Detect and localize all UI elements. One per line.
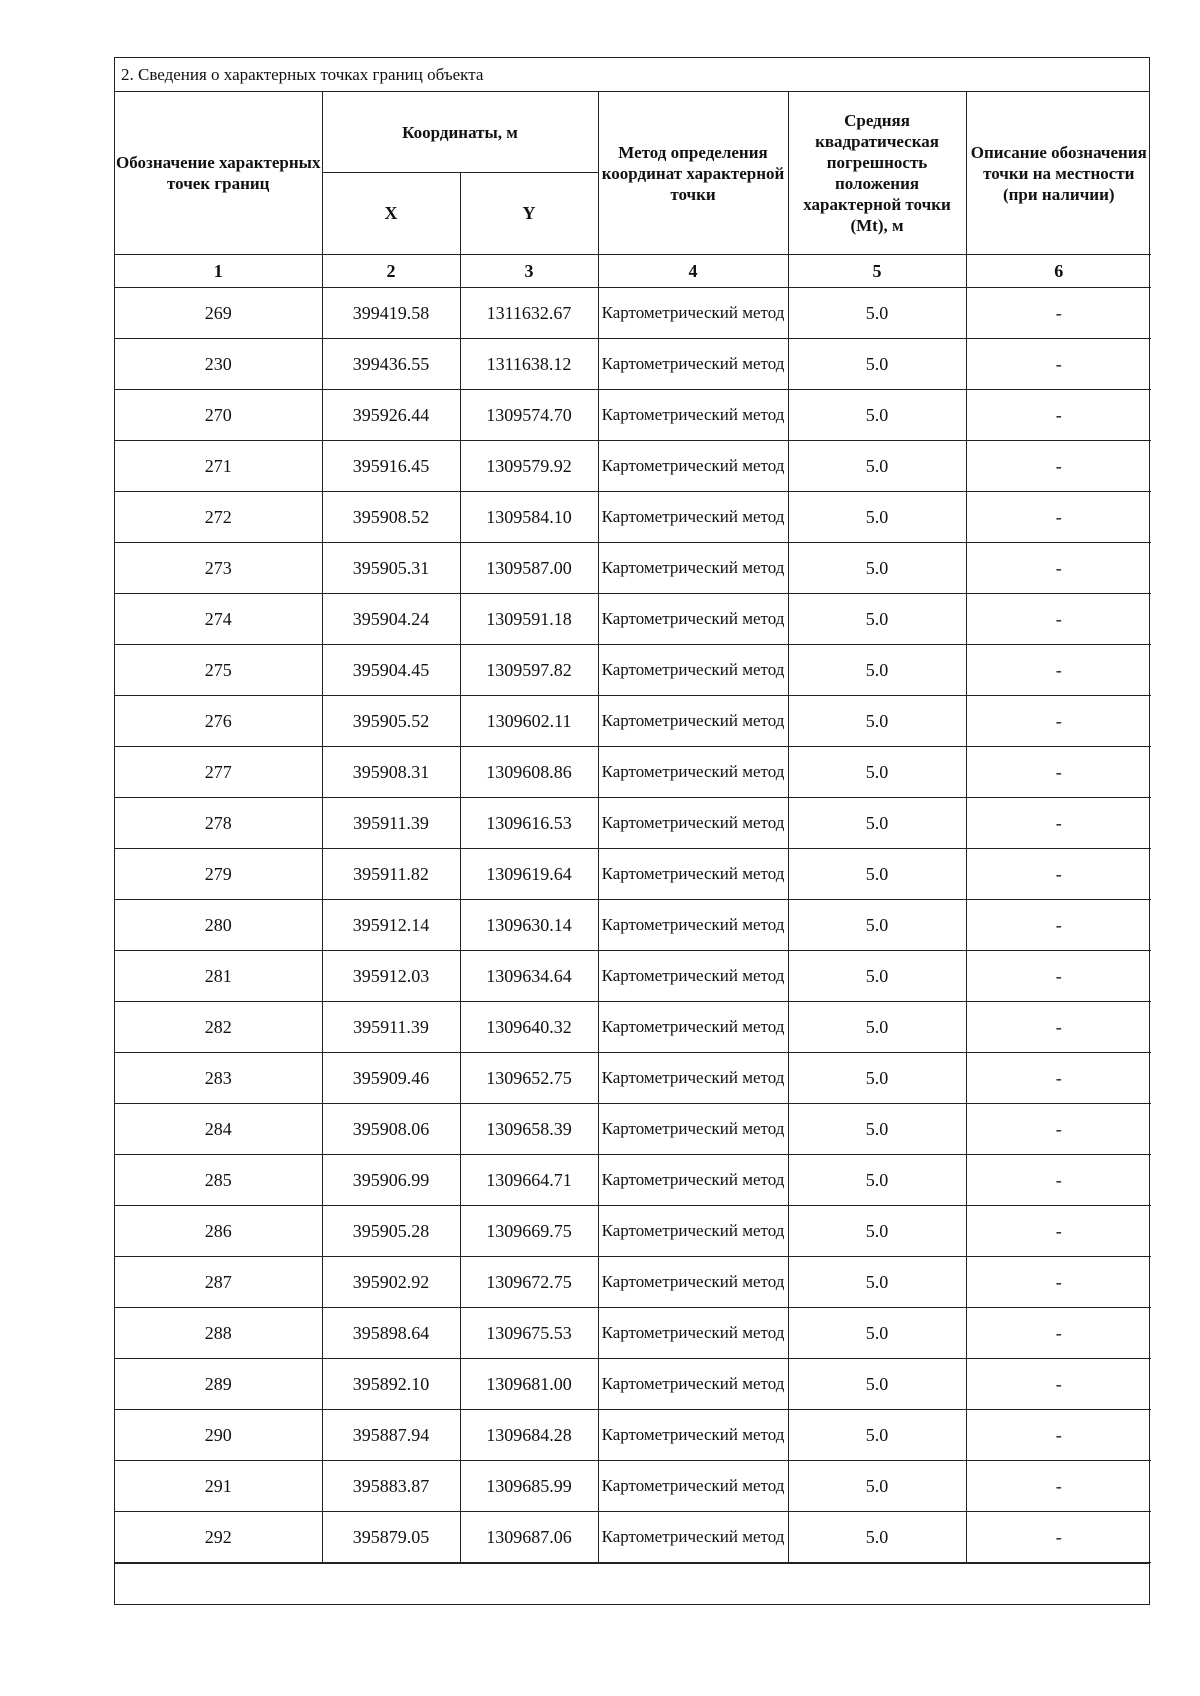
point-id-cell: 273 (115, 543, 322, 594)
x-coordinate-cell: 395912.03 (322, 951, 460, 1002)
y-coordinate-cell: 1309669.75 (460, 1206, 598, 1257)
x-coordinate-cell: 395908.31 (322, 747, 460, 798)
y-coordinate-cell: 1309664.71 (460, 1155, 598, 1206)
table-row (115, 951, 1151, 1002)
y-coordinate-cell: 1309602.11 (460, 696, 598, 747)
x-coordinate-cell: 395905.28 (322, 1206, 460, 1257)
point-id-cell: 276 (115, 696, 322, 747)
method-cell (598, 1257, 788, 1308)
table-row (115, 1461, 1151, 1512)
point-id-cell: 230 (115, 339, 322, 390)
x-coordinate-cell: 395905.31 (322, 543, 460, 594)
method-text: Картометрический метод (601, 303, 785, 322)
description-cell: - (966, 288, 1151, 339)
header-method: Метод определения координат характерной точки (598, 92, 788, 255)
description-cell: - (966, 594, 1151, 645)
y-coordinate-cell: 1309591.18 (460, 594, 598, 645)
table-row (115, 1308, 1151, 1359)
method-text: Картометрический метод (601, 354, 785, 373)
description-cell: - (966, 645, 1151, 696)
x-coordinate-cell: 395916.45 (322, 441, 460, 492)
column-number: 3 (460, 255, 598, 288)
mt-error-cell: 5.0 (788, 288, 966, 339)
method-text: Картометрический метод (601, 813, 785, 832)
method-cell (598, 1359, 788, 1410)
mt-error-cell: 5.0 (788, 747, 966, 798)
description-cell: - (966, 1359, 1151, 1410)
table-row (115, 543, 1151, 594)
header-error: Средняя квадратическая погрешность положения характерной точки (Mt), м (788, 92, 966, 255)
y-coordinate-cell: 1309681.00 (460, 1359, 598, 1410)
mt-error-cell: 5.0 (788, 1512, 966, 1563)
y-coordinate-cell: 1309652.75 (460, 1053, 598, 1104)
mt-error-cell: 5.0 (788, 492, 966, 543)
point-id-cell: 292 (115, 1512, 322, 1563)
method-cell (598, 951, 788, 1002)
method-cell (598, 696, 788, 747)
table-row (115, 798, 1151, 849)
table-row (115, 1410, 1151, 1461)
x-coordinate-cell: 395911.39 (322, 798, 460, 849)
point-id-cell: 271 (115, 441, 322, 492)
table-row (115, 1155, 1151, 1206)
method-text: Картометрический метод (601, 1221, 785, 1240)
method-cell (598, 1155, 788, 1206)
column-number: 4 (598, 255, 788, 288)
description-cell: - (966, 900, 1151, 951)
method-text: Картометрический метод (601, 915, 785, 934)
mt-error-cell: 5.0 (788, 696, 966, 747)
y-coordinate-cell: 1309587.00 (460, 543, 598, 594)
method-text: Картометрический метод (601, 507, 785, 526)
description-cell: - (966, 390, 1151, 441)
method-text: Картометрический метод (601, 1374, 785, 1393)
mt-error-cell: 5.0 (788, 1155, 966, 1206)
table-row (115, 1206, 1151, 1257)
mt-error-cell: 5.0 (788, 1308, 966, 1359)
table-row (115, 696, 1151, 747)
description-cell: - (966, 1155, 1151, 1206)
method-cell (598, 339, 788, 390)
method-text: Картометрический метод (601, 558, 785, 577)
method-cell (598, 390, 788, 441)
section-title: 2. Сведения о характерных точках границ объекта (115, 58, 1149, 92)
y-coordinate-cell: 1311638.12 (460, 339, 598, 390)
mt-error-cell: 5.0 (788, 1359, 966, 1410)
mt-error-cell: 5.0 (788, 1053, 966, 1104)
x-coordinate-cell: 395904.24 (322, 594, 460, 645)
x-coordinate-cell: 395883.87 (322, 1461, 460, 1512)
table-row (115, 747, 1151, 798)
point-id-cell: 277 (115, 747, 322, 798)
method-text: Картометрический метод (601, 966, 785, 985)
y-coordinate-cell: 1309658.39 (460, 1104, 598, 1155)
method-cell (598, 1104, 788, 1155)
mt-error-cell: 5.0 (788, 339, 966, 390)
method-text: Картометрический метод (601, 864, 785, 883)
mt-error-cell: 5.0 (788, 543, 966, 594)
method-cell (598, 849, 788, 900)
method-cell (598, 1308, 788, 1359)
description-cell: - (966, 1257, 1151, 1308)
table-row (115, 288, 1151, 339)
x-coordinate-cell: 395906.99 (322, 1155, 460, 1206)
table-row (115, 492, 1151, 543)
y-coordinate-cell: 1309619.64 (460, 849, 598, 900)
x-coordinate-cell: 395904.45 (322, 645, 460, 696)
header-description: Описание обозначения точки на местности (при наличии) (966, 92, 1151, 255)
mt-error-cell: 5.0 (788, 594, 966, 645)
method-cell (598, 288, 788, 339)
mt-error-cell: 5.0 (788, 645, 966, 696)
description-cell: - (966, 1002, 1151, 1053)
x-coordinate-cell: 395892.10 (322, 1359, 460, 1410)
x-coordinate-cell: 399436.55 (322, 339, 460, 390)
description-cell: - (966, 747, 1151, 798)
table-row (115, 1359, 1151, 1410)
x-coordinate-cell: 395879.05 (322, 1512, 460, 1563)
mt-error-cell: 5.0 (788, 1461, 966, 1512)
method-cell (598, 1002, 788, 1053)
method-text: Картометрический метод (601, 711, 785, 730)
y-coordinate-cell: 1309630.14 (460, 900, 598, 951)
x-coordinate-cell: 395908.06 (322, 1104, 460, 1155)
table-row (115, 1512, 1151, 1563)
header-x: X (322, 173, 460, 255)
table-row (115, 1257, 1151, 1308)
method-cell (598, 594, 788, 645)
point-id-cell: 272 (115, 492, 322, 543)
x-coordinate-cell: 395902.92 (322, 1257, 460, 1308)
point-id-cell: 280 (115, 900, 322, 951)
description-cell: - (966, 1308, 1151, 1359)
x-coordinate-cell: 395887.94 (322, 1410, 460, 1461)
table-row (115, 441, 1151, 492)
column-number: 1 (115, 255, 322, 288)
method-text: Картометрический метод (601, 1068, 785, 1087)
point-id-cell: 287 (115, 1257, 322, 1308)
method-cell (598, 1206, 788, 1257)
method-cell (598, 1461, 788, 1512)
description-cell: - (966, 798, 1151, 849)
method-cell (598, 900, 788, 951)
table-row (115, 390, 1151, 441)
x-coordinate-cell: 395905.52 (322, 696, 460, 747)
table-row (115, 1104, 1151, 1155)
mt-error-cell: 5.0 (788, 441, 966, 492)
mt-error-cell: 5.0 (788, 1206, 966, 1257)
header-y: Y (460, 173, 598, 255)
x-coordinate-cell: 395909.46 (322, 1053, 460, 1104)
method-cell (598, 1410, 788, 1461)
y-coordinate-cell: 1309574.70 (460, 390, 598, 441)
header-coordinates: Координаты, м (322, 92, 598, 173)
point-id-cell: 285 (115, 1155, 322, 1206)
y-coordinate-cell: 1309608.86 (460, 747, 598, 798)
y-coordinate-cell: 1311632.67 (460, 288, 598, 339)
mt-error-cell: 5.0 (788, 900, 966, 951)
header-designation: Обозначение характерных точек границ (115, 92, 322, 255)
table-row (115, 339, 1151, 390)
method-text: Картометрический метод (601, 1425, 785, 1444)
method-text: Картометрический метод (601, 1017, 785, 1036)
y-coordinate-cell: 1309672.75 (460, 1257, 598, 1308)
point-id-cell: 278 (115, 798, 322, 849)
description-cell: - (966, 1104, 1151, 1155)
x-coordinate-cell: 395898.64 (322, 1308, 460, 1359)
y-coordinate-cell: 1309584.10 (460, 492, 598, 543)
method-text: Картометрический метод (601, 1119, 785, 1138)
point-id-cell: 279 (115, 849, 322, 900)
y-coordinate-cell: 1309579.92 (460, 441, 598, 492)
table-row (115, 645, 1151, 696)
table-body (115, 288, 1151, 1563)
description-cell: - (966, 849, 1151, 900)
column-number: 5 (788, 255, 966, 288)
point-id-cell: 281 (115, 951, 322, 1002)
point-id-cell: 290 (115, 1410, 322, 1461)
method-text: Картометрический метод (601, 609, 785, 628)
y-coordinate-cell: 1309675.53 (460, 1308, 598, 1359)
point-id-cell: 270 (115, 390, 322, 441)
x-coordinate-cell: 399419.58 (322, 288, 460, 339)
method-cell (598, 492, 788, 543)
table-header (115, 92, 1151, 288)
mt-error-cell: 5.0 (788, 849, 966, 900)
method-cell (598, 1512, 788, 1563)
document-page (114, 57, 1150, 1605)
table-row (115, 900, 1151, 951)
method-text: Картометрический метод (601, 1272, 785, 1291)
x-coordinate-cell: 395911.82 (322, 849, 460, 900)
mt-error-cell: 5.0 (788, 798, 966, 849)
boundary-points-table (115, 92, 1151, 1563)
y-coordinate-cell: 1309640.32 (460, 1002, 598, 1053)
point-id-cell: 286 (115, 1206, 322, 1257)
x-coordinate-cell: 395912.14 (322, 900, 460, 951)
method-cell (598, 798, 788, 849)
point-id-cell: 284 (115, 1104, 322, 1155)
x-coordinate-cell: 395908.52 (322, 492, 460, 543)
method-text: Картометрический метод (601, 456, 785, 475)
method-text: Картометрический метод (601, 1476, 785, 1495)
description-cell: - (966, 1512, 1151, 1563)
y-coordinate-cell: 1309684.28 (460, 1410, 598, 1461)
y-coordinate-cell: 1309687.06 (460, 1512, 598, 1563)
method-cell (598, 543, 788, 594)
description-cell: - (966, 1053, 1151, 1104)
y-coordinate-cell: 1309685.99 (460, 1461, 598, 1512)
table-row (115, 594, 1151, 645)
column-number: 2 (322, 255, 460, 288)
table-row (115, 1053, 1151, 1104)
method-text: Картометрический метод (601, 1527, 785, 1546)
mt-error-cell: 5.0 (788, 951, 966, 1002)
point-id-cell: 288 (115, 1308, 322, 1359)
point-id-cell: 282 (115, 1002, 322, 1053)
table-row (115, 849, 1151, 900)
method-cell (598, 1053, 788, 1104)
method-text: Картометрический метод (601, 660, 785, 679)
mt-error-cell: 5.0 (788, 1104, 966, 1155)
mt-error-cell: 5.0 (788, 390, 966, 441)
point-id-cell: 274 (115, 594, 322, 645)
description-cell: - (966, 951, 1151, 1002)
mt-error-cell: 5.0 (788, 1410, 966, 1461)
mt-error-cell: 5.0 (788, 1257, 966, 1308)
column-number: 6 (966, 255, 1151, 288)
point-id-cell: 269 (115, 288, 322, 339)
description-cell: - (966, 1410, 1151, 1461)
description-cell: - (966, 696, 1151, 747)
x-coordinate-cell: 395911.39 (322, 1002, 460, 1053)
method-cell (598, 747, 788, 798)
point-id-cell: 291 (115, 1461, 322, 1512)
description-cell: - (966, 1206, 1151, 1257)
table-row (115, 1002, 1151, 1053)
method-text: Картометрический метод (601, 405, 785, 424)
point-id-cell: 275 (115, 645, 322, 696)
description-cell: - (966, 492, 1151, 543)
mt-error-cell: 5.0 (788, 1002, 966, 1053)
description-cell: - (966, 543, 1151, 594)
description-cell: - (966, 339, 1151, 390)
point-id-cell: 283 (115, 1053, 322, 1104)
y-coordinate-cell: 1309616.53 (460, 798, 598, 849)
table-tail (115, 1563, 1149, 1601)
description-cell: - (966, 1461, 1151, 1512)
y-coordinate-cell: 1309597.82 (460, 645, 598, 696)
method-cell (598, 645, 788, 696)
method-text: Картометрический метод (601, 1323, 785, 1342)
y-coordinate-cell: 1309634.64 (460, 951, 598, 1002)
description-cell: - (966, 441, 1151, 492)
point-id-cell: 289 (115, 1359, 322, 1410)
x-coordinate-cell: 395926.44 (322, 390, 460, 441)
method-text: Картометрический метод (601, 1170, 785, 1189)
method-cell (598, 441, 788, 492)
method-text: Картометрический метод (601, 762, 785, 781)
